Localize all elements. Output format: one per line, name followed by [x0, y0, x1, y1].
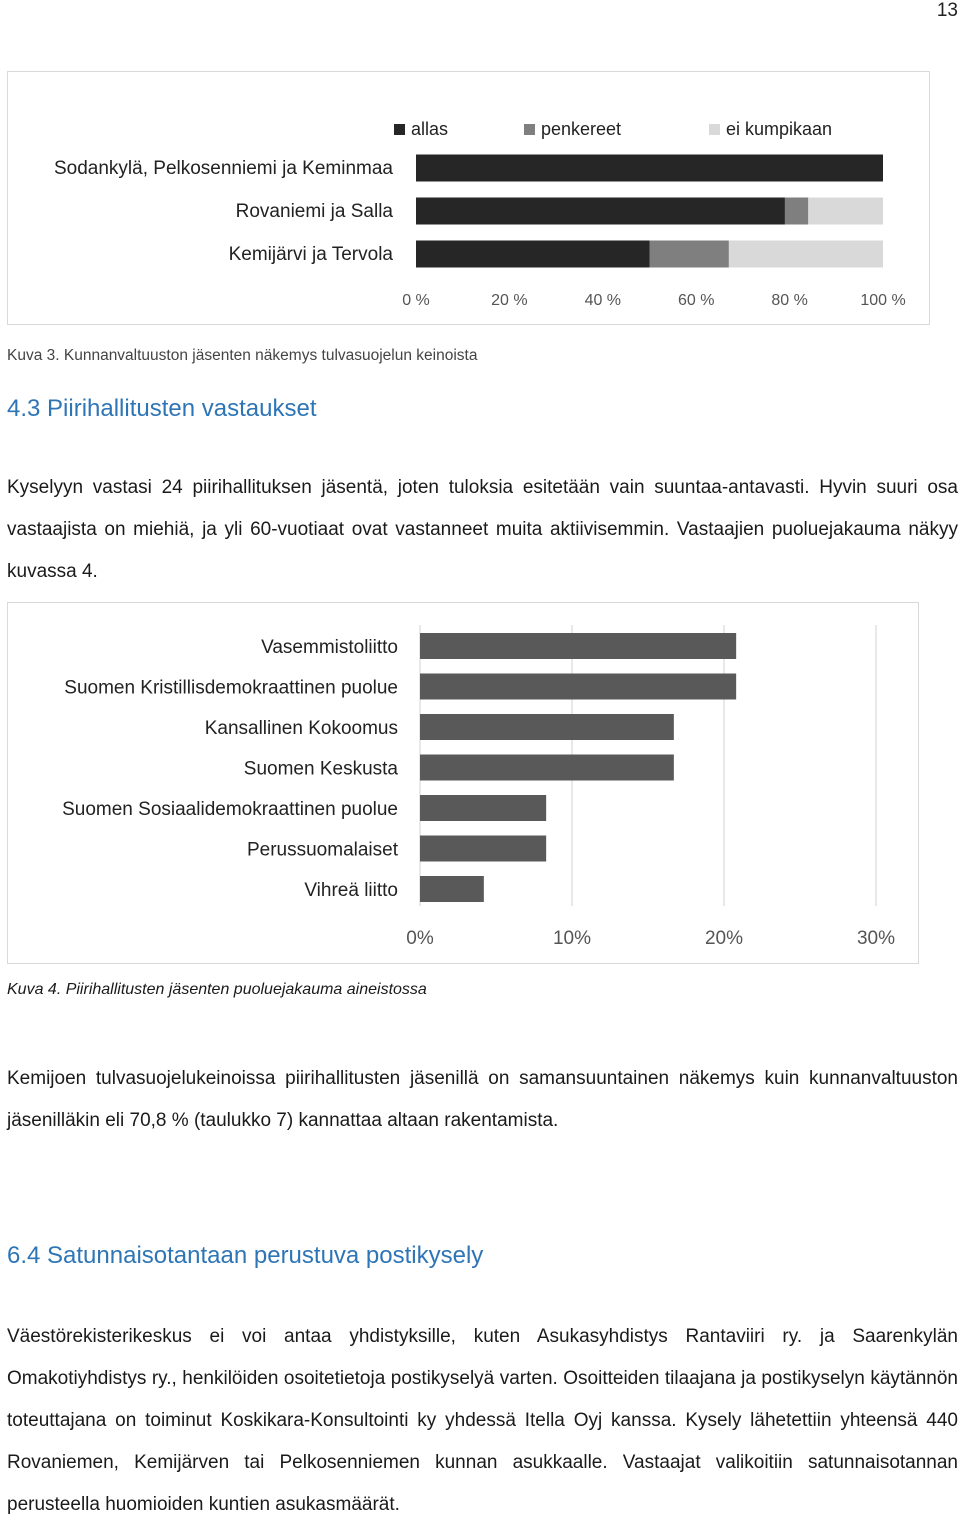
category-label-vihrea-liitto: Vihreä liitto — [304, 880, 398, 901]
figure-caption-3: Kuva 3. Kunnanvaltuuston jäsenten näkemys tulvasuojelun keinoista — [7, 347, 478, 364]
bar-segment-allas — [416, 198, 785, 225]
chart1-svg — [8, 72, 929, 324]
bar-suomen-kristillisdemokraattinen-puolue — [420, 674, 736, 700]
category-label-suomen-sosiaalidemokraattinen-puolue: Suomen Sosiaalidemokraattinen puolue — [62, 799, 398, 820]
legend-label-ei-kumpikaan: ei kumpikaan — [726, 119, 833, 139]
bar-suomen-sosiaalidemokraattinen-puolue — [420, 795, 546, 821]
page-number: 13 — [936, 0, 958, 21]
category-label-perussuomalaiset: Perussuomalaiset — [246, 839, 398, 861]
bar-perussuomalaiset — [420, 836, 546, 862]
chart2-svg — [8, 603, 918, 963]
x-tick-label: 0% — [406, 928, 434, 949]
x-tick-label: 60 % — [677, 292, 715, 309]
section-heading-4-3: 4.3 Piirihallitusten vastaukset — [7, 395, 317, 422]
bar-segment-penkereet — [650, 241, 729, 268]
x-tick-label: 40 % — [584, 292, 622, 309]
paragraph-respondents: Kyselyyn vastasi 24 piirihallituksen jäsentä, joten tuloksia esitetään vain suuntaa-antavasti. Hyvin suuri osa vastaajista on miehiä, ja yli 60-vuotiaat ovat vastanneet muita aktiivisemmin. Vastaajien puoluejakauma näkyy kuvassa 4. — [7, 477, 958, 582]
category-label-vasemmistoliitto: Vasemmistoliitto — [261, 637, 398, 658]
chart-stacked-bar-flood-protection — [7, 71, 930, 325]
x-tick-label: 20 % — [491, 292, 528, 309]
bar-vihrea-liitto — [420, 876, 484, 902]
x-tick-label: 30% — [856, 928, 896, 949]
legend-label-allas: allas — [411, 119, 449, 139]
x-tick-label: 0 % — [402, 292, 430, 309]
bar-segment-allas — [416, 155, 883, 182]
x-tick-label: 100 % — [860, 292, 906, 309]
bar-vasemmistoliitto — [420, 633, 736, 659]
category-label-suomen-keskusta: Suomen Keskusta — [243, 758, 398, 780]
chart-bar-party-distribution — [7, 602, 919, 964]
x-tick-label: 20% — [704, 928, 744, 949]
paragraph-postal-survey: Väestörekisterikeskus ei voi antaa yhdistyksille, kuten Asukasyhdistys Rantaviiri ry. ja Saarenkylän Omakotiyhdistys ry., henkilöiden osoitetietoja postikyselyä varten. Osoitteiden tilaajana ja postikyselyn käytännön toteuttajana on toiminut Koskikara-Konsultointi ky yhdessä Itella Oyj kanssa. Kysely lähetettiin yhteensä 440 Rovaniemen, Kemijärven tai Pelkosenniemen kunnan asukkaalle. Vastaajat valikoitiin satunnaisotannan perusteella huomioiden kuntien asukasmäärät. — [7, 1326, 958, 1515]
legend-swatch-ei-kumpikaan — [709, 124, 720, 135]
category-label-sodankyla-pelkosenniemi-ja-keminmaa: Sodankylä, Pelkosenniemi ja Keminmaa — [53, 158, 393, 179]
bar-kansallinen-kokoomus — [420, 714, 674, 740]
section-heading-6-4: 6.4 Satunnaisotantaan perustuva postikysely — [7, 1242, 484, 1269]
category-label-suomen-kristillisdemokraattinen-puolue: Suomen Kristillisdemokraattinen puolue — [64, 677, 398, 699]
category-label-rovaniemi-ja-salla: Rovaniemi ja Salla — [235, 201, 393, 222]
bar-segment-ei-kumpikaan — [729, 241, 883, 268]
category-label-kemijarvi-ja-tervola: Kemijärvi ja Tervola — [228, 244, 393, 265]
bar-segment-penkereet — [785, 198, 808, 225]
bar-segment-ei-kumpikaan — [808, 198, 883, 225]
legend-label-penkereet: penkereet — [541, 119, 622, 139]
bar-suomen-keskusta — [420, 755, 674, 781]
x-tick-label: 80 % — [771, 292, 808, 309]
bar-segment-allas — [416, 241, 650, 268]
figure-caption-4: Kuva 4. Piirihallitusten jäsenten puoluejakauma aineistossa — [7, 981, 427, 998]
legend-swatch-allas — [394, 124, 405, 135]
x-tick-label: 10% — [552, 928, 592, 949]
legend-swatch-penkereet — [524, 124, 535, 135]
category-label-kansallinen-kokoomus: Kansallinen Kokoomus — [204, 718, 398, 739]
paragraph-opinion: Kemijoen tulvasuojelukeinoissa piirihallitusten jäsenillä on samansuuntainen näkemys kuin kunnanvaltuuston jäsenilläkin eli 70,8 % (taulukko 7) kannattaa altaan rakentamista. — [7, 1068, 958, 1131]
